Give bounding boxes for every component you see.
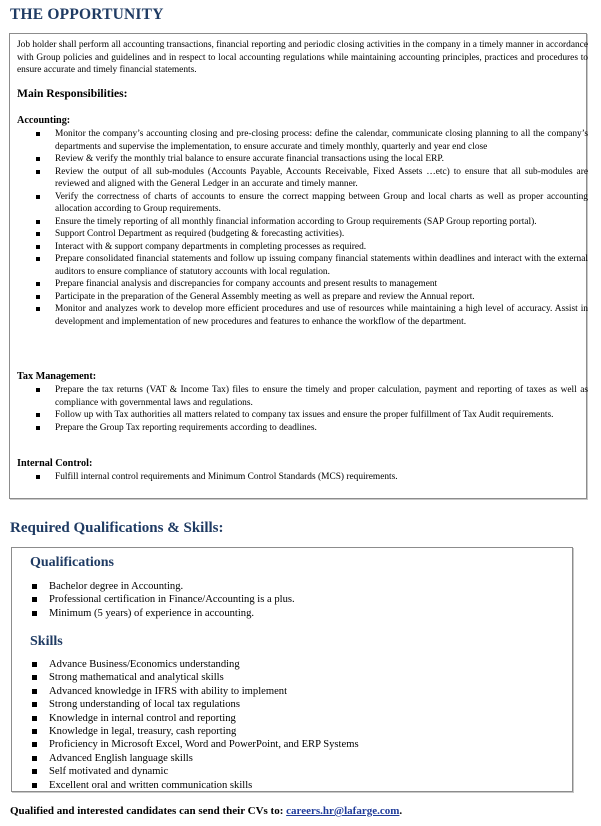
accounting-heading: Accounting:	[17, 115, 71, 126]
list-item	[10, 253, 588, 278]
list-item-text: Prepare the Group Tax reporting requirements according to deadlines.	[55, 422, 317, 433]
list-item	[12, 712, 552, 725]
footer-end: .	[399, 805, 403, 817]
list-item-text: Advance Business/Economics understanding	[49, 659, 240, 670]
requirements-heading: Required Qualifications & Skills:	[10, 520, 224, 536]
list-item	[12, 607, 552, 620]
bullet-icon	[36, 170, 40, 174]
bullet-icon	[32, 597, 37, 602]
bullet-icon	[32, 675, 37, 680]
list-item-text: Interact with & support company departments in completing processes as required.	[55, 241, 367, 252]
list-item-text: Ensure the timely reporting of all monthly financial information according to Group requirements (SAP Group reporting portal).	[55, 216, 537, 227]
list-item-text: Monitor and analyzes work to develop more efficient procedures and use of resources while maintaining a high level of accuracy. Assist in development and implementation of new procedures and features to enhance the workflow of the department.	[55, 304, 588, 327]
tax-list	[10, 384, 588, 434]
bullet-icon	[36, 220, 40, 224]
list-item-text: Minimum (5 years) of experience in accounting.	[49, 607, 255, 619]
list-item	[10, 153, 588, 166]
bullet-icon	[36, 245, 40, 249]
list-item	[12, 765, 552, 778]
list-item	[12, 685, 552, 698]
bullet-icon	[32, 729, 37, 734]
bullet-icon	[36, 413, 40, 417]
bullet-icon	[36, 426, 40, 430]
bullet-icon	[36, 232, 40, 236]
list-item-text: Proficiency in Microsoft Excel, Word and PowerPoint, and ERP Systems	[49, 739, 359, 751]
list-item	[10, 303, 588, 328]
bullet-icon	[32, 742, 37, 747]
list-item-text: Professional certification in Finance/Accounting is a plus.	[49, 594, 295, 606]
bullet-icon	[32, 783, 37, 788]
requirements-box	[11, 547, 573, 792]
list-item-text: Bachelor degree in Accounting.	[49, 581, 184, 592]
list-item-text: Knowledge in internal control and reporting	[49, 712, 236, 724]
list-item-text: Review & verify the monthly trial balance to ensure accurate financial transactions using the local ERP.	[55, 154, 444, 164]
list-item	[12, 752, 552, 765]
opportunity-box	[9, 33, 587, 499]
list-item	[12, 698, 552, 711]
list-item	[12, 779, 552, 792]
list-item-text: Review the output of all sub-modules (Accounts Payable, Accounts Receivable, Fixed Assets …etc) to ensure that all sub-modules are reviewed and aligned with the General Ledger in an accurate and timely manner.	[55, 166, 588, 189]
list-item-text: Follow up with Tax authorities all matters related to company tax issues and ensure the proper fulfillment of Tax Audit requirements.	[55, 410, 554, 420]
list-item	[10, 128, 588, 153]
list-item-text: Advanced English language skills	[49, 752, 193, 764]
email-link[interactable]: careers.hr@lafarge.com	[286, 805, 400, 817]
list-item-text: Support Control Department as required (budgeting & forecasting activities).	[55, 229, 345, 239]
bullet-icon	[36, 295, 40, 299]
bullet-icon	[32, 584, 37, 589]
list-item	[10, 166, 588, 191]
list-item	[10, 384, 588, 409]
list-item	[10, 191, 588, 216]
list-item	[12, 593, 552, 606]
list-item	[12, 738, 552, 751]
list-item-text: Knowledge in legal, treasury, cash reporting	[49, 726, 237, 738]
list-item-text: Prepare the tax returns (VAT & Income Tax) files to ensure the timely and proper calculation, payment and reporting of taxes as well as compliance with governmental laws and regulations.	[55, 385, 588, 408]
bullet-icon	[36, 195, 40, 199]
list-item	[12, 671, 552, 684]
bullet-icon	[32, 662, 37, 667]
list-item-text: Strong understanding of local tax regulations	[49, 699, 240, 711]
bullet-icon	[36, 282, 40, 286]
list-item-text: Strong mathematical and analytical skills	[49, 672, 224, 684]
bullet-icon	[32, 769, 37, 774]
list-item	[12, 658, 552, 671]
list-item	[10, 409, 588, 422]
list-item-text: Monitor the company’s accounting closing and pre-closing process: define the calendar, communicate closing planning to all the company’s departments and supervise the implementation, to ensure accurate and timely monthly, quarterly and year end close	[55, 129, 588, 152]
list-item	[10, 228, 588, 241]
internal-control-heading: Internal Control:	[17, 458, 93, 469]
tax-heading: Tax Management:	[17, 371, 97, 382]
list-item	[12, 580, 552, 593]
list-item	[10, 471, 588, 484]
bullet-icon	[32, 689, 37, 694]
bullet-icon	[36, 307, 40, 311]
list-item-text: Excellent oral and written communication skills	[49, 779, 253, 791]
bullet-icon	[36, 388, 40, 392]
qualifications-list	[12, 580, 552, 620]
list-item-text: Advanced knowledge in IFRS with ability to implement	[49, 685, 288, 697]
list-item-text: Self motivated and dynamic	[49, 766, 169, 778]
list-item	[10, 422, 588, 435]
main-responsibilities-heading: Main Responsibilities:	[17, 87, 128, 100]
footer-contact	[10, 805, 402, 817]
list-item-text: Prepare financial analysis and discrepancies for company accounts and present results to management	[55, 279, 438, 289]
bullet-icon	[32, 611, 37, 616]
bullet-icon	[32, 716, 37, 721]
list-item-text: Fulfill internal control requirements and Minimum Control Standards (MCS) requirements.	[55, 472, 398, 482]
list-item	[10, 241, 588, 254]
list-item-text: Participate in the preparation of the General Assembly meeting as well as prepare and review the Annual report.	[55, 291, 475, 302]
skills-heading: Skills	[30, 634, 63, 649]
page-title: THE OPPORTUNITY	[10, 6, 164, 23]
skills-list	[12, 658, 552, 792]
list-item	[12, 725, 552, 738]
bullet-icon	[32, 756, 37, 761]
footer-text: Qualified and interested candidates can send their CVs to:	[10, 805, 287, 817]
qualifications-heading: Qualifications	[30, 555, 115, 570]
list-item-text: Prepare consolidated financial statements and follow up issuing company financial statements within deadlines and interact with the external auditors to ensure compliance of statutory accounts with local regulation.	[55, 254, 588, 277]
internal-control-list	[10, 471, 588, 484]
bullet-icon	[36, 475, 40, 479]
intro-paragraph: Job holder shall perform all accounting transactions, financial reporting and periodic closing activities in the company in a timely manner in accordance with Group policies and guidelines and in respect to local accounting regulations while maintaining accounting principles, practices and procedures to ensure accurate and timely financial statements.	[17, 40, 588, 75]
bullet-icon	[36, 132, 40, 136]
list-item	[10, 278, 588, 291]
bullet-icon	[36, 257, 40, 261]
list-item	[10, 216, 588, 229]
bullet-icon	[36, 157, 40, 161]
accounting-list	[10, 128, 588, 328]
list-item-text: Verify the correctness of charts of accounts to ensure the correct mapping between Group and local charts as well as proper accounting allocation according to Group requirements.	[55, 191, 588, 214]
bullet-icon	[32, 702, 37, 707]
list-item	[10, 291, 588, 304]
